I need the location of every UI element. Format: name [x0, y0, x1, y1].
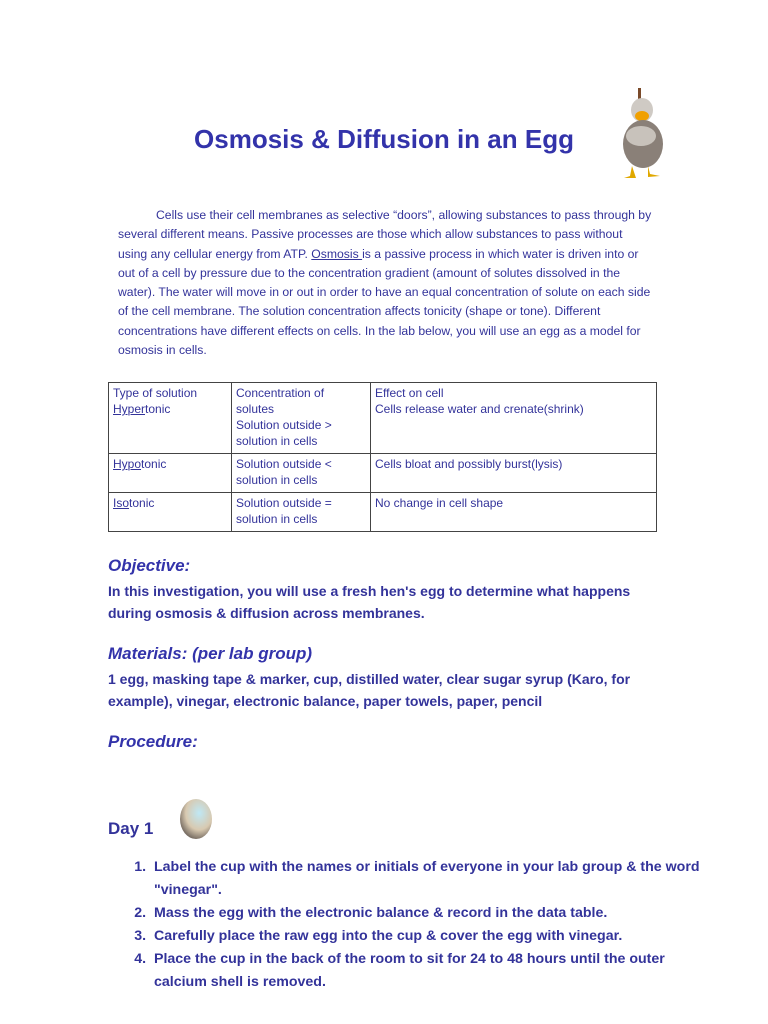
procedure-section	[108, 730, 668, 754]
day1-row	[108, 794, 668, 840]
egg-icon	[178, 796, 214, 840]
list-item: 1. Label the cup with the names or initials of everyone in your lab group & the word "vinegar".	[150, 856, 710, 902]
list-item: 3. Carefully place the raw egg into the cup & cover the egg with vinegar.	[150, 925, 710, 948]
type-prefix: Hypo	[113, 457, 142, 472]
objective-heading: Objective:	[108, 556, 191, 576]
table-row	[109, 383, 657, 454]
materials-section	[108, 642, 668, 712]
cell-effect: Cells release water and crenate(shrink)	[375, 402, 584, 417]
objective-text: In this investigation, you will use a fresh hen's egg to determine what happens during osmosis & diffusion across membranes.	[108, 583, 631, 622]
cell-effect: No change in cell shape	[371, 493, 657, 532]
page-title: Osmosis & Diffusion in an Egg	[194, 124, 574, 154]
cell-concentration: Solution outside = solution in cells	[232, 493, 371, 532]
type-suffix: tonic	[129, 496, 155, 511]
tonicity-table	[108, 382, 657, 532]
type-suffix: tonic	[145, 402, 171, 417]
list-item: 2. Mass the egg with the electronic balance & record in the data table.	[150, 902, 710, 925]
materials-text: 1 egg, masking tape & marker, cup, distilled water, clear sugar syrup (Karo, for example), vinegar, electronic balance, paper towels, paper, pencil	[108, 671, 631, 710]
table-row	[109, 454, 657, 493]
intro-text-1: Cells use their cell membranes as selective “doors”, allowing substances to pass through by several different means. Passive processes are those which allow substances to pass without using any cellular energy from ATP.	[118, 208, 652, 261]
type-prefix: Hyper	[113, 402, 146, 417]
intro-text-2: is a passive process in which water is driven into or out of a cell by pressure due to the concentration gradient (amount of solutes dissolved in the water). The water will move in or out in order to have an equal concentration of solute on each side of the cell membrane. The solution concentration affects tonicity (shape or tone). Different concentrations have different effects on cells. In the lab below, you will use an egg as a model for osmosis in cells.	[118, 246, 651, 358]
day1-steps	[108, 856, 710, 994]
type-suffix: tonic	[141, 457, 167, 472]
list-item: 4. Place the cup in the back of the room to sit for 24 to 48 hours until the outer calcium shell is removed.	[150, 948, 710, 994]
header-concentration: Concentration of solutes	[236, 386, 325, 417]
intro-paragraph	[118, 206, 652, 360]
table-row	[109, 493, 657, 532]
procedure-heading: Procedure:	[108, 732, 198, 752]
type-prefix: Iso	[113, 496, 130, 511]
header-type: Type of solution	[113, 386, 198, 401]
objective-section	[108, 554, 668, 624]
header-effect: Effect on cell	[375, 386, 444, 401]
day1-heading: Day 1	[108, 819, 154, 839]
cell-concentration: Solution outside > solution in cells	[236, 418, 332, 449]
osmosis-term: Osmosis	[311, 246, 363, 261]
cell-concentration: Solution outside < solution in cells	[232, 454, 371, 493]
chicken-icon	[618, 88, 668, 180]
materials-heading: Materials: (per lab group)	[108, 644, 313, 664]
cell-effect: Cells bloat and possibly burst(lysis)	[371, 454, 657, 493]
